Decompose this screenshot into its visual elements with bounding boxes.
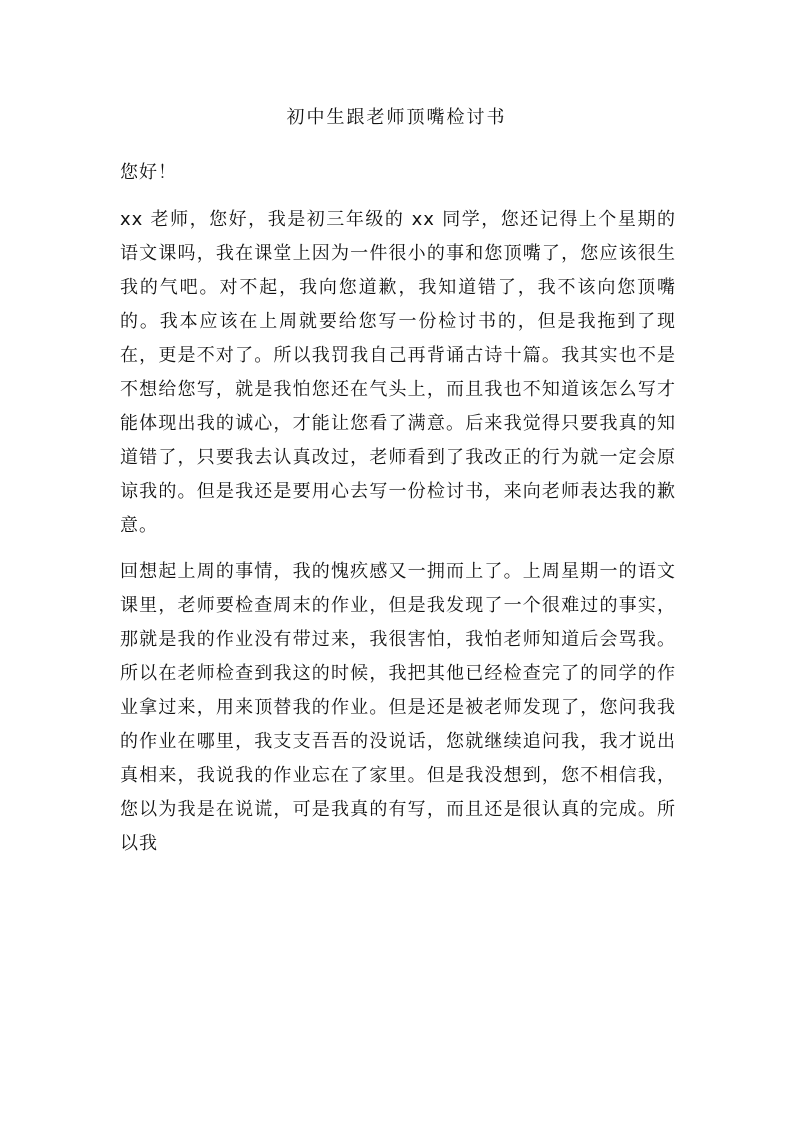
greeting: 您好！	[120, 162, 177, 183]
paragraph-2: 回想起上周的事情，我的愧疚感又一拥而上了。上周星期一的语文课里，老师要检查周末的作业，但是我发现了一个很难过的事实，那就是我的作业没有带过来，我很害怕，我怕老师知道后会骂我。所以在老师检查到我这的时候，我把其他已经检查完了的同学的作业拿过来，用来顶替我的作业。但是还是被老师发现了，您问我我的作业在哪里，我支支吾吾的没说话，您就继续追问我，我才说出真相来，我说我的作业忘在了家里。但是我没想到，您不相信我，您以为我是在说谎，可是我真的有写，而且还是很认真的完成。所以我	[120, 561, 676, 854]
document-title: 初中生跟老师顶嘴检讨书	[286, 107, 507, 128]
paragraph-1: xx 老师，您好，我是初三年级的 xx 同学，您还记得上个星期的语文课吗，我在课堂上因为一件很小的事和您顶嘴了，您应该很生我的气吧。对不起，我向您道歉，我知道错了，我不该向您顶嘴的。我本应该在上周就要给您写一份检讨书的，但是我拖到了现在，更是不对了。所以我罚我自己再背诵古诗十篇。我其实也不是不想给您写，就是我怕您还在气头上，而且我也不知道该怎么写才能体现出我的诚心，才能让您看了满意。后来我觉得只要我真的知道错了，只要我去认真改过，老师看到了我改正的行为就一定会原谅我的。但是我还是要用心去写一份检讨书，来向老师表达我的歉意。	[120, 209, 676, 536]
document-body	[120, 156, 676, 873]
